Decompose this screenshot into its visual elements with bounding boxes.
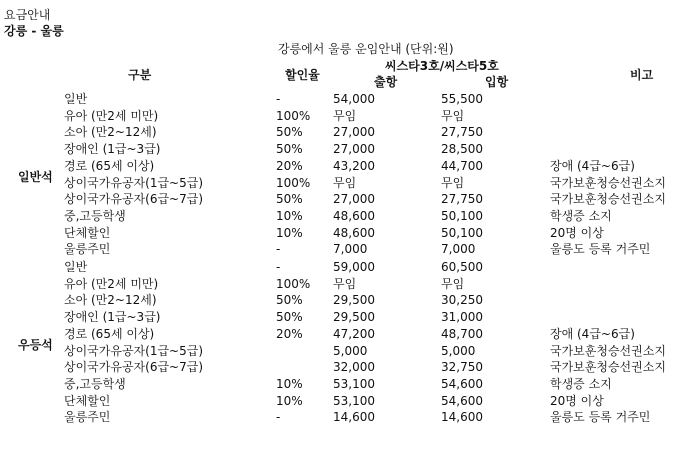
cell-departure: 54,000 (333, 92, 375, 106)
cell-category: 상이국가유공자(1급~5급) (64, 343, 204, 358)
cell-discount: - (276, 410, 281, 425)
cell-departure: 59,000 (333, 260, 375, 274)
cell-departure: 43,200 (333, 158, 375, 173)
cell-remarks: 울릉도 등록 거주민 (550, 410, 651, 425)
cell-departure: 53,100 (333, 376, 375, 391)
cell-category: 일반 (64, 260, 88, 274)
cell-arrival: 31,000 (441, 310, 483, 325)
cell-arrival: 54,600 (441, 376, 483, 391)
cell-discount: 50% (276, 293, 303, 308)
route-title: 강릉 - 울릉 (4, 24, 64, 38)
cell-departure: 27,000 (333, 125, 375, 140)
cell-arrival: 48,700 (441, 326, 483, 341)
col-header-category: 구분 (128, 68, 152, 82)
cell-remarks: 20명 이상 (550, 225, 604, 240)
cell-category: 유아 (만2세 미만) (64, 108, 159, 123)
cell-remarks: 국가보훈청승선권소지 (550, 360, 666, 375)
cell-category: 상이국가유공자(6급~7급) (64, 360, 204, 375)
cell-remarks: 울릉도 등록 거주민 (550, 242, 651, 257)
cell-arrival: 30,250 (441, 293, 483, 308)
cell-category: 상이국가유공자(6급~7급) (64, 192, 204, 207)
cell-remarks: 장애 (4급~6급) (550, 326, 635, 341)
cell-discount: - (276, 92, 281, 106)
col-header-discount: 할인율 (285, 68, 320, 82)
cell-arrival: 무임 (441, 175, 465, 190)
cell-discount: 50% (276, 310, 303, 325)
cell-remarks: 20명 이상 (550, 393, 604, 408)
cell-departure: 27,000 (333, 142, 375, 157)
cell-remarks: 국가보훈청승선권소지 (550, 175, 666, 190)
cell-arrival: 50,100 (441, 208, 483, 223)
cell-arrival: 60,500 (441, 260, 483, 274)
cell-discount: 10% (276, 208, 303, 223)
cell-discount: 50% (276, 192, 303, 207)
cell-departure: 32,000 (333, 360, 375, 375)
cell-arrival: 7,000 (441, 242, 476, 257)
cell-departure: 48,600 (333, 208, 375, 223)
cell-arrival: 14,600 (441, 410, 483, 425)
cell-departure: 무임 (333, 175, 357, 190)
cell-departure: 7,000 (333, 242, 368, 257)
cell-category: 장애인 (1급~3급) (64, 142, 161, 157)
cell-departure: 48,600 (333, 225, 375, 240)
cell-category: 소아 (만2~12세) (64, 293, 157, 308)
cell-discount: 100% (276, 276, 311, 291)
cell-arrival: 무임 (441, 108, 465, 123)
cell-category: 상이국가유공자(1급~5급) (64, 175, 204, 190)
cell-discount: 50% (276, 125, 303, 140)
cell-departure: 29,500 (333, 310, 375, 325)
cell-discount: 20% (276, 158, 303, 173)
cell-arrival: 27,750 (441, 125, 483, 140)
cell-departure: 27,000 (333, 192, 375, 207)
cell-arrival: 무임 (441, 276, 465, 291)
cell-discount: - (276, 242, 281, 257)
group-label-standard: 일반석 (18, 170, 53, 184)
cell-category: 유아 (만2세 미만) (64, 276, 159, 291)
cell-arrival: 44,700 (441, 158, 483, 173)
cell-discount: 10% (276, 225, 303, 240)
cell-departure: 14,600 (333, 410, 375, 425)
cell-arrival: 54,600 (441, 393, 483, 408)
cell-category: 장애인 (1급~3급) (64, 310, 161, 325)
cell-departure: 무임 (333, 108, 357, 123)
cell-departure: 5,000 (333, 343, 368, 358)
cell-category: 경로 (65세 이상) (64, 326, 155, 341)
cell-arrival: 27,750 (441, 192, 483, 207)
cell-remarks: 학생증 소지 (550, 208, 612, 223)
cell-discount: - (276, 260, 281, 274)
col-header-remarks: 비고 (630, 68, 654, 82)
cell-remarks: 장애 (4급~6급) (550, 158, 635, 173)
cell-arrival: 55,500 (441, 92, 483, 106)
cell-category: 소아 (만2~12세) (64, 125, 157, 140)
fare-table-caption: 강릉에서 울릉 운임안내 (단위:원) (278, 42, 454, 56)
section-label: 요금안내 (4, 8, 51, 22)
cell-arrival: 32,750 (441, 360, 483, 375)
cell-arrival: 5,000 (441, 343, 476, 358)
col-header-arrival: 입항 (485, 75, 509, 89)
cell-category: 단체할인 (64, 393, 111, 408)
group-label-premium: 우등석 (18, 338, 53, 352)
cell-discount: 100% (276, 175, 311, 190)
cell-departure: 무임 (333, 276, 357, 291)
cell-discount: 10% (276, 393, 303, 408)
cell-discount: 10% (276, 376, 303, 391)
cell-discount: 20% (276, 326, 303, 341)
cell-category: 중,고등학생 (64, 376, 126, 391)
cell-discount: 50% (276, 142, 303, 157)
cell-arrival: 28,500 (441, 142, 483, 157)
cell-category: 경로 (65세 이상) (64, 158, 155, 173)
cell-departure: 53,100 (333, 393, 375, 408)
cell-category: 단체할인 (64, 225, 111, 240)
cell-departure: 29,500 (333, 293, 375, 308)
cell-remarks: 국가보훈청승선권소지 (550, 192, 666, 207)
cell-arrival: 50,100 (441, 225, 483, 240)
col-header-departure: 출항 (374, 75, 398, 89)
cell-departure: 47,200 (333, 326, 375, 341)
col-header-ship: 씨스타3호/씨스타5호 (385, 59, 499, 73)
cell-discount: 100% (276, 108, 311, 123)
cell-category: 울릉주민 (64, 410, 111, 425)
cell-remarks: 학생증 소지 (550, 376, 612, 391)
cell-category: 일반 (64, 92, 88, 106)
cell-category: 중,고등학생 (64, 208, 126, 223)
cell-remarks: 국가보훈청승선권소지 (550, 343, 666, 358)
cell-category: 울릉주민 (64, 242, 111, 257)
